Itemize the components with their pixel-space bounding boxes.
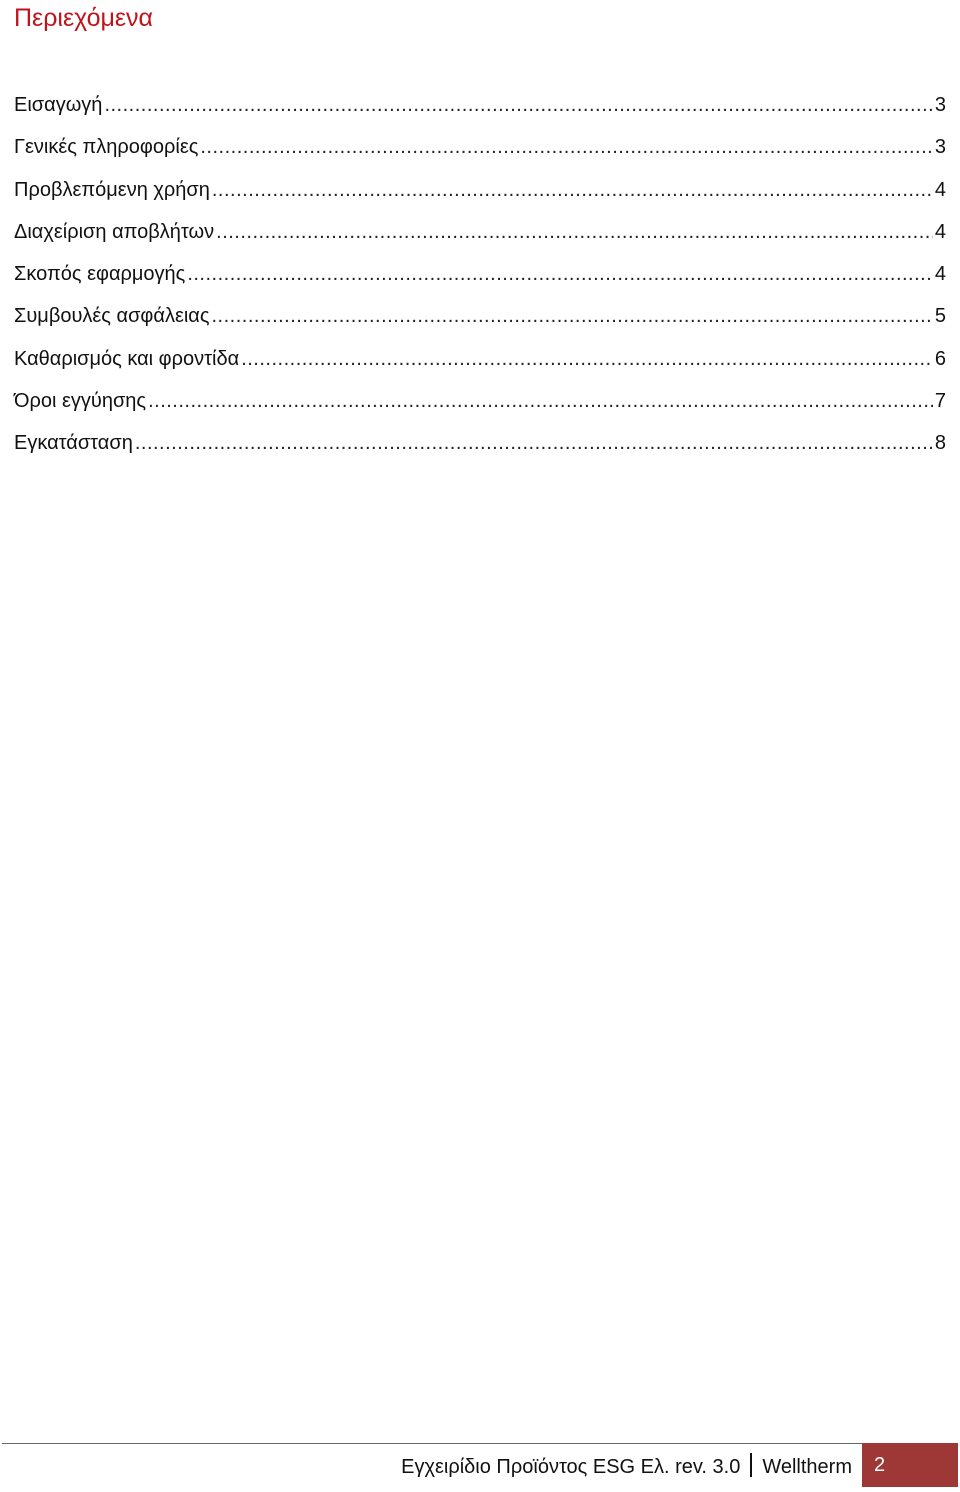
toc-entry-text: Εγκατάσταση xyxy=(14,432,133,455)
toc-dot-leader xyxy=(200,132,933,162)
toc-entry-cleaning-and-care[interactable] xyxy=(14,344,946,386)
footer-document-info xyxy=(401,1452,852,1482)
toc-dot-leader xyxy=(187,259,933,289)
toc-dot-leader xyxy=(135,428,933,458)
toc-entry-page: 4 xyxy=(934,263,946,286)
footer-company: Welltherm xyxy=(762,1456,852,1478)
toc-entry-waste-management[interactable] xyxy=(14,217,946,259)
toc-dot-leader xyxy=(148,386,933,416)
toc-entry-text: Όροι εγγύησης xyxy=(14,390,147,413)
toc-entry-page: 4 xyxy=(934,220,946,243)
toc-entry-general-information[interactable] xyxy=(14,132,946,174)
toc-entry-warranty-terms[interactable] xyxy=(14,386,946,428)
toc-entry-installation[interactable] xyxy=(14,428,946,470)
toc-entry-safety-tips[interactable] xyxy=(14,301,946,343)
footer-page-number xyxy=(862,1443,958,1487)
toc-entry-text: Προβλεπόμενη χρήση xyxy=(14,178,210,201)
toc-entry-text: Γενικές πληροφορίες xyxy=(14,136,199,159)
footer-separator xyxy=(750,1453,752,1477)
toc-entry-page: 3 xyxy=(934,94,946,116)
toc-entry-introduction[interactable] xyxy=(14,90,946,132)
toc-title: Περιεχόμενα xyxy=(14,4,153,32)
toc-entry-text: Συμβουλές ασφάλειας xyxy=(14,305,210,328)
footer-document-title: Εγχειρίδιο Προϊόντος ESG Ελ. rev. 3.0 xyxy=(401,1456,741,1478)
toc-dot-leader xyxy=(241,344,933,374)
toc-entry-page: 7 xyxy=(934,390,946,413)
toc-dot-leader xyxy=(212,175,933,205)
footer-page-number-text: 2 xyxy=(874,1454,886,1476)
toc-entry-intended-use[interactable] xyxy=(14,175,946,217)
toc-entry-text: Καθαρισμός και φροντίδα xyxy=(14,347,240,370)
toc-list xyxy=(14,90,946,471)
toc-entry-text: Εισαγωγή xyxy=(14,94,103,116)
toc-dot-leader xyxy=(212,301,933,331)
toc-entry-text: Σκοπός εφαρμογής xyxy=(14,263,186,286)
footer-divider xyxy=(2,1443,862,1444)
toc-entry-page: 3 xyxy=(934,136,946,159)
toc-entry-page: 8 xyxy=(934,432,946,455)
toc-entry-page: 4 xyxy=(934,178,946,201)
toc-entry-page: 5 xyxy=(934,305,946,328)
toc-entry-text: Διαχείριση αποβλήτων xyxy=(14,220,215,243)
toc-dot-leader xyxy=(216,217,933,247)
toc-entry-page: 6 xyxy=(934,347,946,370)
toc-entry-purpose-of-application[interactable] xyxy=(14,259,946,301)
toc-dot-leader xyxy=(104,90,932,120)
